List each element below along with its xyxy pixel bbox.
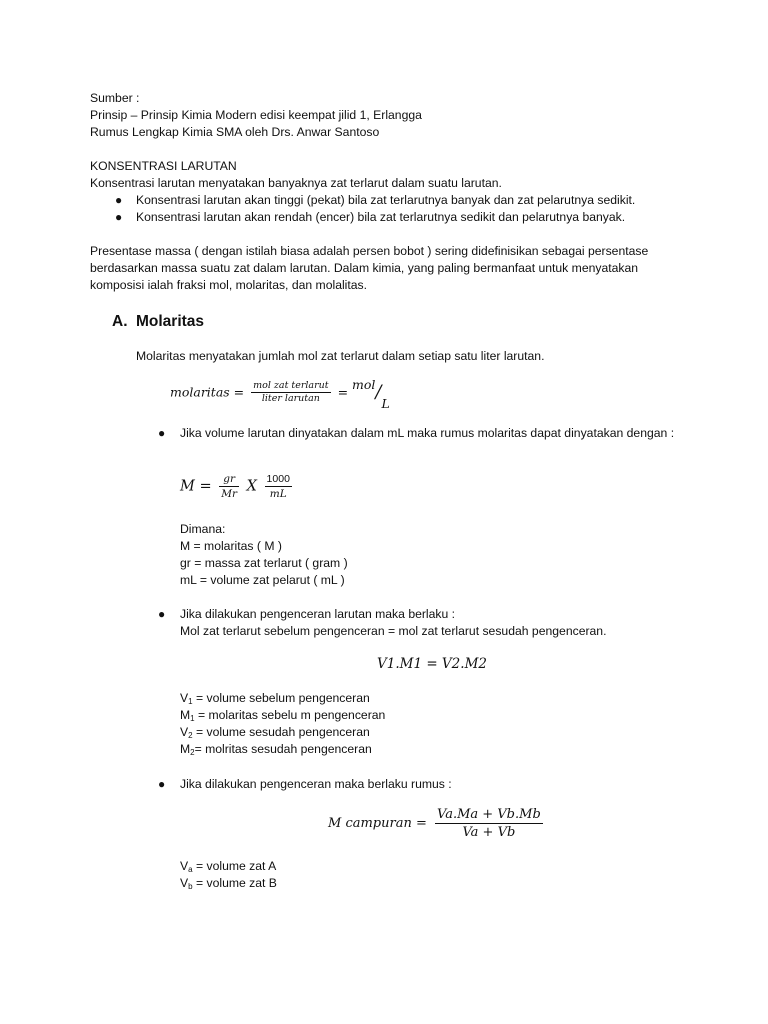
formula2-den-1: Mr (221, 488, 237, 500)
bullet-pengenceran: Jika dilakukan pengenceran larutan maka berlaku : (180, 607, 456, 621)
intro-paragraph-line-2: berdasarkan massa suatu zat dalam larutan. Dalam kimia, yang paling bermanfaat untuk menyatakan (90, 261, 639, 275)
bullet-pengenceran-rule: Mol zat terlarut sebelum pengenceran = mol zat terlarut sesudah pengenceran. (180, 624, 607, 638)
intro-bullet-1: Konsentrasi larutan akan tinggi (pekat) bila zat terlarutnya banyak dan zat pelarutnya sedikit. (136, 193, 636, 207)
formula2-lhs: M = (180, 478, 212, 495)
bullet-icon: ● (115, 193, 123, 207)
var-definition: $V_b$ = volume zat B (180, 876, 277, 891)
dimana-label: Dimana: (180, 522, 226, 536)
var-definition: $M_1$ = molaritas sebelu m pengenceran (180, 708, 386, 723)
source-1: Prinsip – Prinsip Kimia Modern edisi keempat jilid 1, Erlangga (90, 108, 422, 122)
dimana-item: gr = massa zat terlarut ( gram ) (180, 556, 348, 570)
bullet-volume-ml: Jika volume larutan dinyatakan dalam mL maka rumus molaritas dapat dinyatakan dengan : (180, 426, 675, 440)
formula-molaritas-ml (180, 472, 292, 501)
unit-slash: / (375, 381, 382, 403)
formula-molaritas (170, 377, 390, 411)
intro-paragraph-line-3: komposisi ialah fraksi mol, molaritas, dan molalitas. (90, 278, 368, 292)
source-label: Sumber : (90, 91, 140, 105)
formula2-fraction-2 (265, 472, 292, 501)
bullet-icon: ● (115, 210, 123, 224)
formula-dilution: V1.M1 = V2.M2 (377, 656, 487, 672)
formula4-num: Va.Ma + Vb.Mb (437, 807, 541, 822)
formula-fraction (251, 380, 330, 405)
bullet-icon: ● (158, 777, 166, 791)
bullet-icon: ● (158, 426, 166, 440)
dimana-item: mL = volume zat pelarut ( mL ) (180, 573, 345, 587)
bullet-campuran: Jika dilakukan pengenceran maka berlaku rumus : (180, 777, 452, 791)
formula-denominator: liter larutan (251, 392, 330, 405)
dimana-item: M = molaritas ( M ) (180, 539, 282, 553)
intro-paragraph-line-1: Presentase massa ( dengan istilah biasa adalah persen bobot ) sering didefinisikan sebagai persentase (90, 244, 649, 258)
formula-lhs: molaritas = (170, 384, 245, 400)
section-a-title: Molaritas (136, 313, 205, 330)
unit-denominator: L (381, 396, 390, 411)
formula2-den-2: mL (265, 486, 292, 501)
section-a-marker: A. (112, 313, 128, 330)
intro-bullet-2: Konsentrasi larutan akan rendah (encer) bila zat terlarutnya sedikit dan pelarutnya banyak. (136, 210, 626, 224)
formula4-lhs: M campuran = (328, 816, 427, 831)
formula-numerator: mol zat terlarut (253, 380, 329, 391)
bullet-icon: ● (158, 607, 166, 621)
formula-equals: = (337, 384, 349, 400)
unit-numerator: mol (352, 377, 376, 392)
formula2-times: X (246, 478, 257, 495)
var-definition: $V_a$ = volume zat A (180, 859, 277, 874)
formula2-num-1: gr (223, 473, 235, 485)
formula2-fraction-1 (219, 472, 239, 501)
formula4-fraction (435, 806, 543, 841)
source-2: Rumus Lengkap Kimia SMA oleh Drs. Anwar Santoso (90, 125, 380, 139)
molaritas-definition: Molaritas menyatakan jumlah mol zat terlarut dalam setiap satu liter larutan. (136, 349, 545, 363)
var-definition: $M_2=$ molritas sesudah pengenceran (180, 742, 372, 757)
section-title-konsentrasi: KONSENTRASI LARUTAN (90, 159, 237, 173)
var-definition: $V_1$ = volume sebelum pengenceran (180, 691, 370, 706)
formula-campuran (328, 806, 543, 841)
formula4-den: Va + Vb (435, 823, 543, 841)
var-definition: $V_2$ = volume sesudah pengenceran (180, 725, 370, 740)
konsentrasi-definition: Konsentrasi larutan menyatakan banyaknya zat terlarut dalam suatu larutan. (90, 176, 502, 190)
formula2-num-2: 1000 (266, 473, 290, 485)
